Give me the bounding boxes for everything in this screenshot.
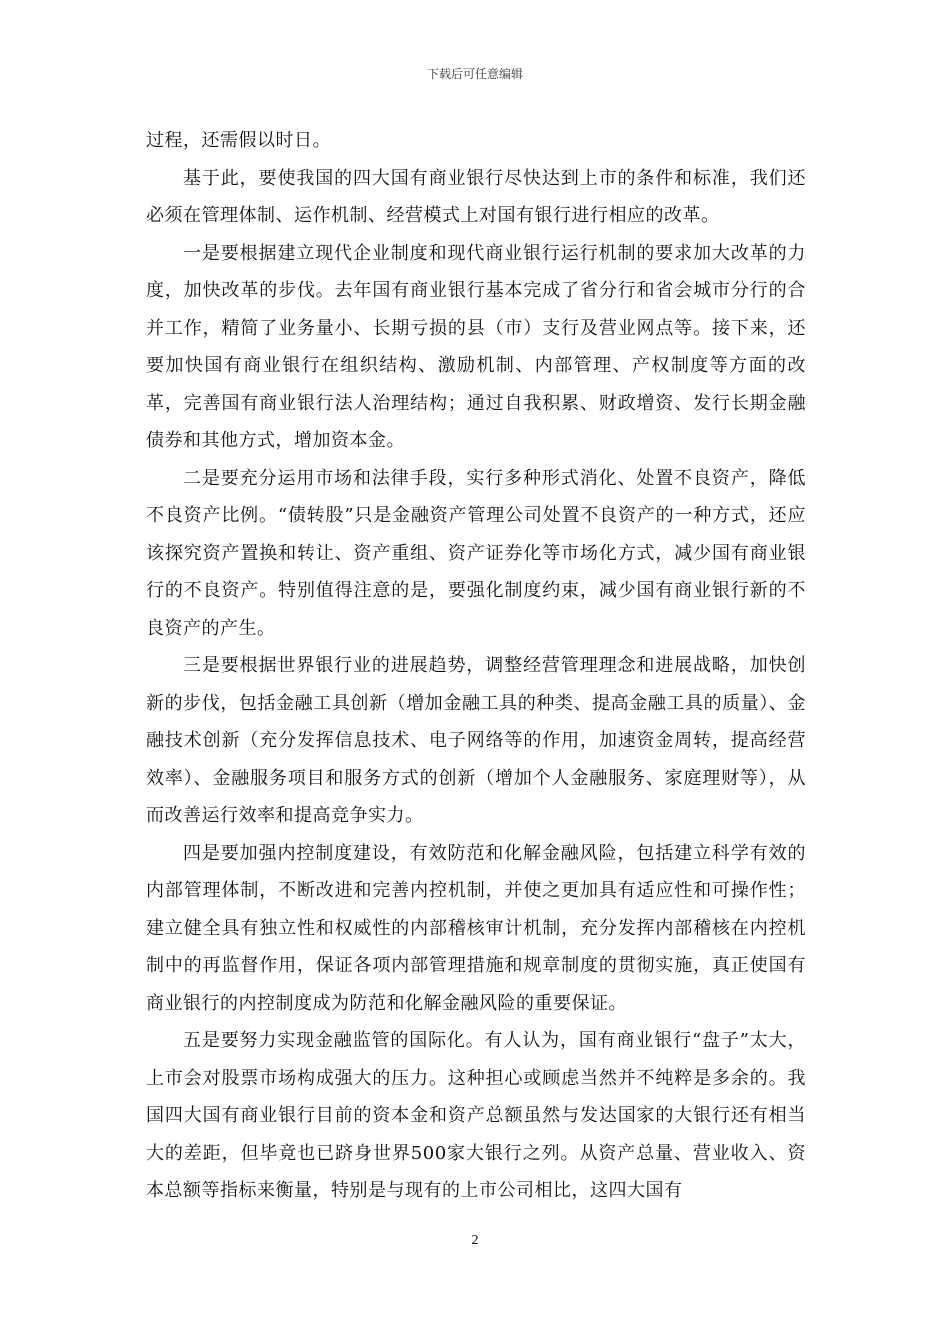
page-header: 下载后可任意编辑 <box>426 67 523 81</box>
paragraph: 四是要加强内控制度建设，有效防范和化解金融风险，包括建立科学有效的内部管理体制，不断改进和完善内控机制，并使之更加具有适应性和可操作性；建立健全具有独立性和权威性的内部稽核审计机制，充分发挥内部稽核在内控机制中的再监督作用，保证各项内部管理措施和规章制度的贯彻实施，真正使国有商业银行的内控制度成为防范和化解金融风险的重要保证。 <box>146 842 806 1014</box>
paragraph: 五是要努力实现金融监管的国际化。有人认为，国有商业银行“盘子”太大，上市会对股票市场构成强大的压力。这种担心或顾虑当然并不纯粹是多余的。我国四大国有商业银行目前的资本金和资产总额虽然与发达国家的大银行还有相当大的差距，但毕竟也已跻身世界500家大银行之列。从资产总量、营业收入、资本总额等指标来衡量，特别是与现有的上市公司相比，这四大国有 <box>146 1030 806 1201</box>
paragraph: 三是要根据世界银行业的进展趋势，调整经营管理理念和进展战略，加快创新的步伐，包括金融工具创新（增加金融工具的种类、提高金融工具的质量）、金融技术创新（充分发挥信息技术、电子网络等的作用，加速资金周转，提高经营效率）、金融服务项目和服务方式的创新（增加个人金融服务、家庭理财等），从而改善运行效率和提高竞争实力。 <box>146 655 806 826</box>
page-number: 2 <box>471 1233 479 1248</box>
body-text <box>146 122 806 1210</box>
paragraph: 过程，还需假以时日。 <box>146 130 331 151</box>
paragraph: 一是要根据建立现代企业制度和现代商业银行运行机制的要求加大改革的力度，加快改革的步伐。去年国有商业银行基本完成了省分行和省会城市分行的合并工作，精简了业务量小、长期亏损的县（市）支行及营业网点等。接下来，还要加快国有商业银行在组织结构、激励机制、内部管理、产权制度等方面的改革，完善国有商业银行法人治理结构；通过自我积累、财政增资、发行长期金融债券和其他方式，增加资本金。 <box>146 242 806 451</box>
paragraph: 二是要充分运用市场和法律手段，实行多种形式消化、处置不良资产，降低不良资产比例。“债转股”只是金融资产管理公司处置不良资产的一种方式，还应该探究资产置换和转让、资产重组、资产证券化等市场化方式，减少国有商业银行的不良资产。特别值得注意的是，要强化制度约束，减少国有商业银行新的不良资产的产生。 <box>146 467 806 639</box>
paragraph: 基于此，要使我国的四大国有商业银行尽快达到上市的条件和标准，我们还必须在管理体制、运作机制、经营模式上对国有银行进行相应的改革。 <box>146 167 806 226</box>
